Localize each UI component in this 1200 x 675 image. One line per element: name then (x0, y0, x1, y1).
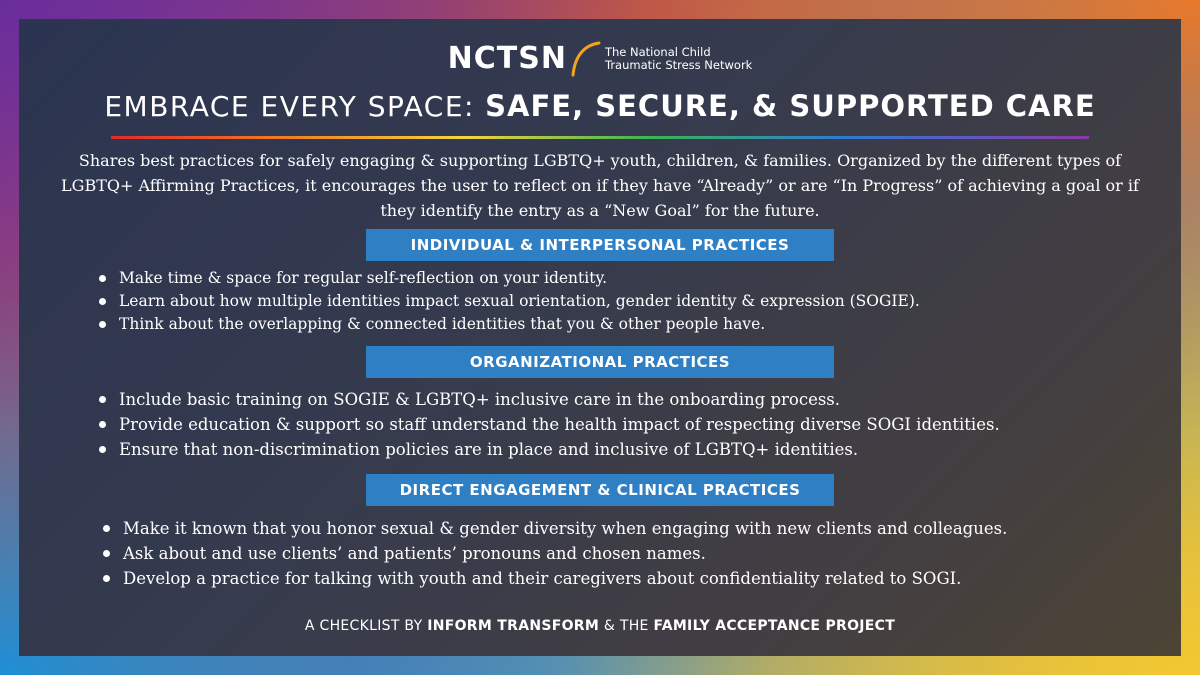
list-item (97, 437, 1000, 462)
bullet-icon (99, 396, 106, 403)
logo-subtitle-line1: The National Child (604, 45, 711, 59)
list-item (101, 516, 1007, 541)
bullet-icon (99, 298, 106, 305)
list-item-text: Learn about how multiple identities impact sexual orientation, gender identity & expression (SOGIE). (119, 292, 920, 310)
title-part1: EMBRACE EVERY SPACE: (104, 90, 475, 123)
list-item (97, 313, 920, 336)
footer-org2: FAMILY ACCEPTANCE PROJECT (653, 618, 896, 634)
logo-wordmark: NCTSN (447, 41, 567, 76)
list-item (101, 566, 1007, 591)
section-heading-organizational: ORGANIZATIONAL PRACTICES (366, 346, 834, 378)
section-list-clinical (101, 516, 1007, 591)
footer-middle: & THE (603, 618, 649, 634)
section-heading-clinical: DIRECT ENGAGEMENT & CLINICAL PRACTICES (366, 474, 834, 506)
footer-org1: INFORM TRANSFORM (427, 618, 600, 634)
list-item (101, 541, 1007, 566)
rainbow-divider (111, 136, 1089, 139)
title-part2: SAFE, SECURE, & SUPPORTED CARE (485, 89, 1096, 123)
bullet-icon (99, 275, 106, 282)
list-item (97, 412, 1000, 437)
list-item-text: Ensure that non-discrimination policies are in place and inclusive of LGBTQ+ identities. (119, 440, 859, 459)
page-title (19, 89, 1181, 123)
section-list-individual (97, 267, 920, 336)
bullet-icon (103, 575, 110, 582)
list-item-text: Include basic training on SOGIE & LGBTQ+ inclusive care in the onboarding process. (119, 390, 841, 409)
logo-subtitle (605, 46, 752, 72)
footer-prefix: A CHECKLIST BY (304, 618, 423, 634)
bullet-icon (99, 446, 106, 453)
main-panel (19, 19, 1181, 656)
bullet-icon (99, 421, 106, 428)
list-item (97, 267, 920, 290)
list-item (97, 290, 920, 313)
logo-arc-icon (569, 41, 601, 77)
list-item-text: Ask about and use clients’ and patients’ pronouns and chosen names. (123, 544, 706, 563)
logo-subtitle-line2: Traumatic Stress Network (604, 58, 753, 72)
list-item-text: Make it known that you honor sexual & gender diversity when engaging with new clients and colleagues. (123, 519, 1008, 538)
footer-credit (19, 618, 1181, 634)
list-item-text: Think about the overlapping & connected identities that you & other people have. (119, 315, 766, 333)
bullet-icon (99, 321, 106, 328)
list-item-text: Provide education & support so staff understand the health impact of respecting diverse SOGI identities. (119, 415, 1000, 434)
list-item-text: Develop a practice for talking with youth and their caregivers about confidentiality related to SOGI. (123, 569, 962, 588)
bullet-icon (103, 550, 110, 557)
list-item-text: Make time & space for regular self-reflection on your identity. (119, 269, 608, 287)
nctsn-logo (19, 41, 1181, 77)
list-item (97, 387, 1000, 412)
intro-paragraph: Shares best practices for safely engaging & supporting LGBTQ+ youth, children, & families. Organized by the different types of LGBTQ+ Affirming Practices, it encourages the user to reflect on if they have “Already” or are “In Progress” of achieving a goal or if they identify the entry as a “New Goal” for the future. (61, 151, 1139, 220)
bullet-icon (103, 525, 110, 532)
section-heading-individual: INDIVIDUAL & INTERPERSONAL PRACTICES (366, 229, 834, 261)
section-list-organizational (97, 387, 1000, 462)
